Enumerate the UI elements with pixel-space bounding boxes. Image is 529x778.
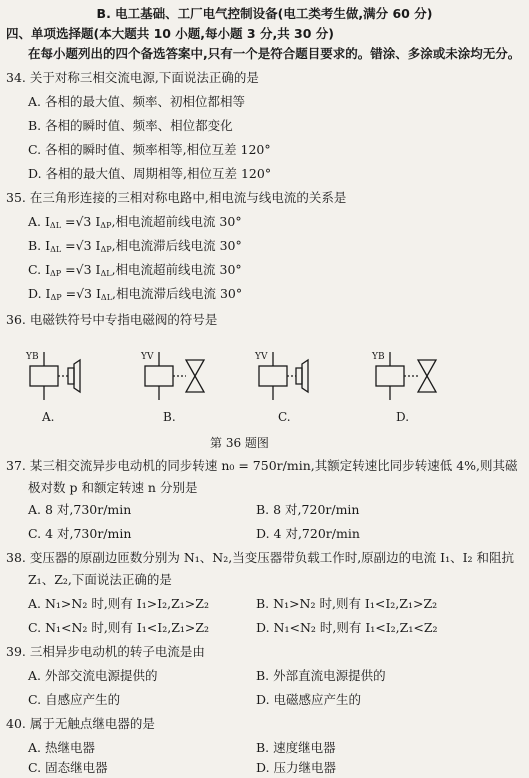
q37-option-a: A. 8 对,730r/min	[28, 502, 132, 517]
symbol-a-label: A.	[42, 410, 55, 424]
symbol-d-label: D.	[396, 410, 410, 424]
instruction: 在每小题列出的四个备选答案中,只有一个是符合题目要求的。错涂、多涂或未涂均无分。	[28, 46, 521, 61]
q40-option-d: D. 压力继电器	[256, 760, 337, 775]
q37-option-c: C. 4 对,730r/min	[28, 526, 132, 541]
q38-option-c: C. N₁<N₂ 时,则有 I₁<I₂,Z₁>Z₂	[28, 620, 210, 635]
symbol-b-valve-icon	[145, 352, 204, 400]
q35-option-d: D. $I_{\Delta P} =√3$ $I_{\Delta L}$,相电流滞后线电流 30°	[28, 286, 243, 302]
q34-stem: 34. 关于对称三相交流电源,下面说法正确的是	[6, 70, 259, 85]
q40-option-c: C. 固态继电器	[28, 760, 108, 775]
q37-option-b: B. 8 对,720r/min	[256, 502, 360, 517]
q35-option-c: C. $I_{\Delta P} =√3$ $I_{\Delta L}$,相电流超前线电流 30°	[28, 262, 242, 278]
q39-option-c: C. 自感应产生的	[28, 692, 121, 707]
q36-stem: 36. 电磁铁符号中专指电磁阀的符号是	[6, 312, 218, 327]
q37-option-d: D. 4 对,720r/min	[256, 526, 360, 541]
q34-option-a: A. 各相的最大值、频率、初相位都相等	[28, 94, 245, 109]
symbol-c-label: C.	[278, 410, 291, 424]
q35-option-b: B. $I_{\Delta L} =√3$ $I_{\Delta P}$,相电流滞后线电流 30°	[28, 238, 242, 254]
q37-stem-line1: 37. 某三相交流异步电动机的同步转速 n₀ = 750r/min,其额定转速比同步转速低 4%,则其磁	[6, 458, 518, 473]
symbol-c-tag: YV	[255, 352, 268, 362]
q39-option-b: B. 外部直流电源提供的	[256, 668, 386, 683]
q37-stem-line2: 极对数 p 和额定转速 n 分别是	[28, 480, 198, 495]
q34-option-d: D. 各相的最大值、周期相等,相位互差 120°	[28, 166, 272, 181]
part-title: 四、单项选择题(本大题共 10 小题,每小题 3 分,共 30 分)	[6, 26, 335, 41]
q39-option-d: D. 电磁感应产生的	[256, 692, 362, 707]
q39-option-a: A. 外部交流电源提供的	[28, 668, 158, 683]
q38-option-b: B. N₁>N₂ 时,则有 I₁<I₂,Z₁>Z₂	[256, 596, 438, 611]
symbol-d-tag: YB	[372, 352, 385, 362]
symbol-b-label: B.	[163, 410, 176, 424]
symbol-a-tag: YB	[26, 352, 39, 362]
q40-stem: 40. 属于无触点继电器的是	[6, 716, 155, 731]
q34-option-b: B. 各相的瞬时值、频率、相位都变化	[28, 118, 233, 133]
q38-option-d: D. N₁<N₂ 时,则有 I₁<I₂,Z₁<Z₂	[256, 620, 438, 635]
q35-stem: 35. 在三角形连接的三相对称电路中,相电流与线电流的关系是	[6, 190, 347, 205]
q40-option-a: A. 热继电器	[28, 740, 95, 755]
q40-option-b: B. 速度继电器	[256, 740, 336, 755]
q38-option-a: A. N₁>N₂ 时,则有 I₁>I₂,Z₁>Z₂	[28, 596, 209, 611]
symbol-b-tag: YV	[141, 352, 154, 362]
q38-stem-line1: 38. 变压器的原副边匝数分别为 N₁、N₂,当变压器带负载工作时,原副边的电流 I₁、I₂ 和阻抗	[6, 550, 515, 565]
symbol-d-valve-icon	[376, 352, 436, 400]
q38-stem-line2: Z₁、Z₂,下面说法正确的是	[28, 572, 172, 587]
figure-caption: 第 36 题图	[210, 436, 269, 450]
q39-stem: 39. 三相异步电动机的转子电流是由	[6, 644, 205, 659]
section-title: B. 电工基础、工厂电气控制设备(电工类考生做,满分 60 分)	[96, 6, 433, 21]
q34-option-c: C. 各相的瞬时值、频率相等,相位互差 120°	[28, 142, 271, 157]
q35-option-a: A. $I_{\Delta L} =√3$ $I_{\Delta P}$,相电流超前线电流 30°	[28, 214, 242, 230]
